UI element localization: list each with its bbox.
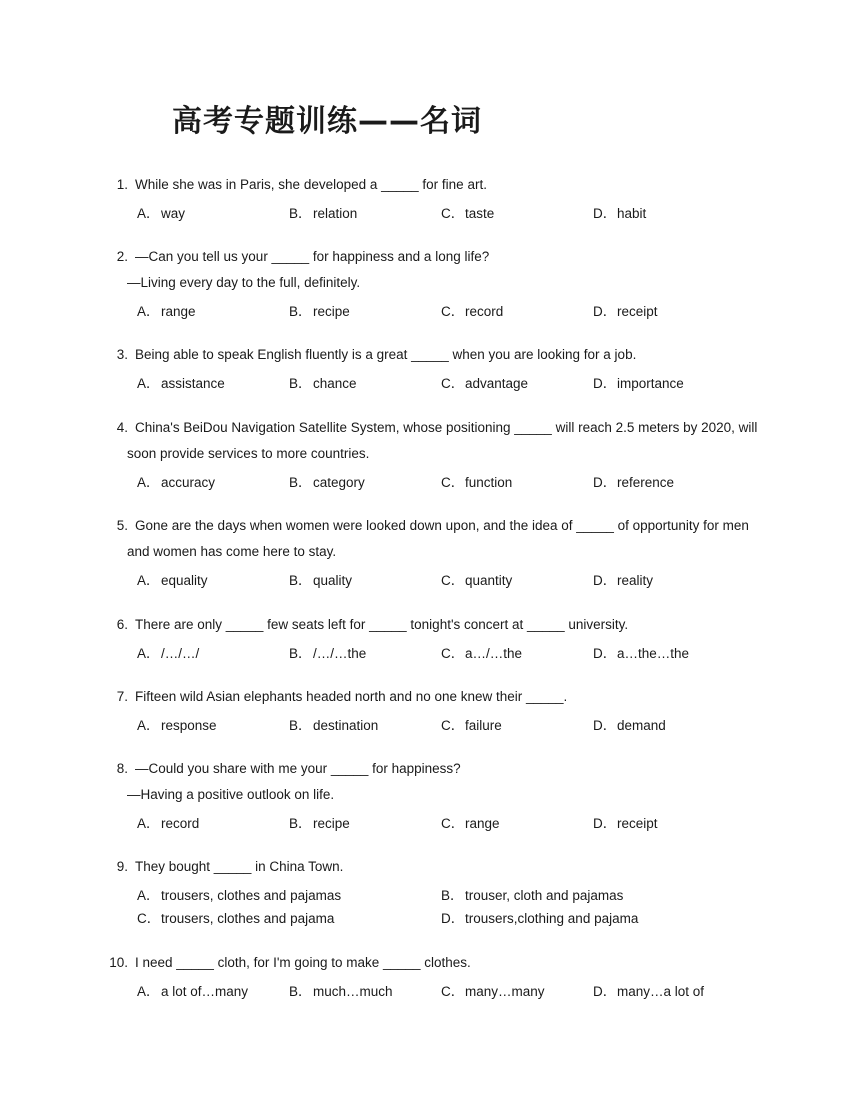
option-text: way [161,206,186,221]
option-letter: C． [441,376,465,391]
option-text: destination [313,718,379,733]
option-choice[interactable] [593,372,684,392]
option-text: importance [617,376,684,391]
option-letter: B． [289,718,312,733]
question-text: —Could you share with me your _____ for happiness? [135,761,461,776]
option-choice[interactable] [289,714,378,734]
option-text: a…the…the [617,646,690,661]
question-text: —Having a positive outlook on life. [127,787,335,802]
option-text: function [465,475,513,490]
option-choice[interactable] [289,980,393,1000]
option-text: receipt [617,304,658,319]
option-letter: D． [593,206,617,221]
option-text: /…/…the [313,646,367,661]
question-text: —Can you tell us your _____ for happiness and a long life? [135,249,490,264]
question-number: 2. [116,249,128,264]
option-text: quality [313,573,353,588]
option-letter: A． [137,304,160,319]
option-text: many…a lot of [617,984,705,999]
option-letter: B． [289,304,312,319]
option-letter: A． [137,816,160,831]
option-choice[interactable] [137,884,341,904]
option-text: reality [617,573,654,588]
option-text: trouser, cloth and pajamas [465,888,624,903]
option-letter: D． [593,573,617,588]
option-choice[interactable] [441,642,522,662]
question-text: Being able to speak English fluently is a great _____ when you are looking for a job. [135,347,637,362]
option-choice[interactable] [289,202,357,222]
option-choice[interactable] [441,714,502,734]
option-choice[interactable] [137,300,196,320]
option-text: recipe [313,816,350,831]
option-text: trousers, clothes and pajamas [161,888,342,903]
option-letter: A． [137,718,160,733]
option-text: quantity [465,573,513,588]
option-choice[interactable] [593,202,646,222]
option-choice[interactable] [441,202,494,222]
option-choice[interactable] [137,202,185,222]
option-choice[interactable] [593,471,674,491]
option-text: receipt [617,816,658,831]
option-choice[interactable] [137,372,225,392]
option-choice[interactable] [137,812,199,832]
option-letter: A． [137,206,160,221]
question-text: Fifteen wild Asian elephants headed north and no one knew their _____. [135,689,568,704]
question-number: 3. [116,347,128,362]
question-text: Gone are the days when women were looked down upon, and the idea of _____ of opportunity for men [135,518,749,533]
option-letter: D． [441,911,465,926]
option-choice[interactable] [137,642,199,662]
option-letter: B． [289,376,312,391]
option-choice[interactable] [289,642,366,662]
option-letter: B． [441,888,464,903]
option-choice[interactable] [593,714,666,734]
option-choice[interactable] [593,569,653,589]
option-letter: A． [137,573,160,588]
option-choice[interactable] [441,569,512,589]
option-text: assistance [161,376,225,391]
option-text: range [465,816,500,831]
option-choice[interactable] [441,980,545,1000]
option-choice[interactable] [289,569,352,589]
option-letter: B． [289,646,312,661]
option-choice[interactable] [441,372,528,392]
question-number: 7. [116,689,128,704]
option-text: chance [313,376,357,391]
option-letter: C． [441,718,465,733]
option-choice[interactable] [137,569,208,589]
question-number: 4. [116,420,128,435]
question-text: —Living every day to the full, definitely. [127,275,361,290]
option-text: accuracy [161,475,216,490]
option-letter: B． [289,573,312,588]
question-text: China's BeiDou Navigation Satellite System, whose positioning _____ will reach 2.5 meters by 2020, will [135,420,758,435]
option-text: /…/…/ [161,646,200,661]
option-choice[interactable] [441,300,503,320]
question-number: 9. [116,859,128,874]
question-number: 10. [109,955,128,970]
page-title: 高考专题训练——名词 [172,104,482,139]
option-letter: A． [137,376,160,391]
option-letter: C． [441,984,465,999]
option-letter: C． [137,911,161,926]
option-letter: C． [441,646,465,661]
question-number: 5. [116,518,128,533]
option-text: demand [617,718,666,733]
option-letter: C． [441,304,465,319]
option-choice[interactable] [441,907,638,927]
question-text: They bought _____ in China Town. [135,859,344,874]
option-text: reference [617,475,675,490]
option-letter: C． [441,816,465,831]
option-letter: B． [289,475,312,490]
option-text: record [161,816,200,831]
option-letter: D． [593,376,617,391]
option-choice[interactable] [137,907,334,927]
option-text: record [465,304,504,319]
option-letter: C． [441,573,465,588]
option-choice[interactable] [289,471,365,491]
option-letter: A． [137,888,160,903]
option-choice[interactable] [593,980,704,1000]
option-text: relation [313,206,358,221]
option-text: trousers,clothing and pajama [465,911,639,926]
option-choice[interactable] [289,812,350,832]
option-choice[interactable] [441,471,512,491]
option-letter: A． [137,475,160,490]
option-text: many…many [465,984,545,999]
option-choice[interactable] [593,642,689,662]
option-choice[interactable] [137,471,215,491]
option-text: a lot of…many [161,984,249,999]
option-letter: D． [593,718,617,733]
option-choice[interactable] [137,714,217,734]
option-choice[interactable] [289,372,357,392]
option-text: a…/…the [465,646,523,661]
option-text: failure [465,718,502,733]
option-choice[interactable] [441,812,500,832]
option-letter: B． [289,816,312,831]
option-text: taste [465,206,495,221]
question-number: 1. [116,177,128,192]
question-text: There are only _____ few seats left for _____ tonight's concert at _____ university. [135,617,629,632]
option-text: advantage [465,376,529,391]
question-text: I need _____ cloth, for I'm going to make _____ clothes. [135,955,471,970]
option-text: much…much [313,984,393,999]
option-choice[interactable] [441,884,623,904]
question-text: While she was in Paris, she developed a _____ for fine art. [135,177,487,192]
option-choice[interactable] [593,812,658,832]
question-text: soon provide services to more countries. [127,446,370,461]
option-letter: A． [137,984,160,999]
option-text: range [161,304,196,319]
option-text: trousers, clothes and pajama [161,911,335,926]
option-text: category [313,475,365,490]
option-letter: A． [137,646,160,661]
option-choice[interactable] [289,300,350,320]
option-letter: C． [441,475,465,490]
option-text: habit [617,206,647,221]
option-letter: D． [593,984,617,999]
option-choice[interactable] [593,300,658,320]
option-letter: B． [289,984,312,999]
option-choice[interactable] [137,980,248,1000]
option-letter: C． [441,206,465,221]
option-letter: B． [289,206,312,221]
question-number: 6. [116,617,128,632]
option-letter: D． [593,304,617,319]
option-text: response [161,718,217,733]
option-letter: D． [593,646,617,661]
option-letter: D． [593,475,617,490]
option-text: equality [161,573,208,588]
question-number: 8. [116,761,128,776]
question-text: and women has come here to stay. [127,544,337,559]
option-letter: D． [593,816,617,831]
option-text: recipe [313,304,350,319]
